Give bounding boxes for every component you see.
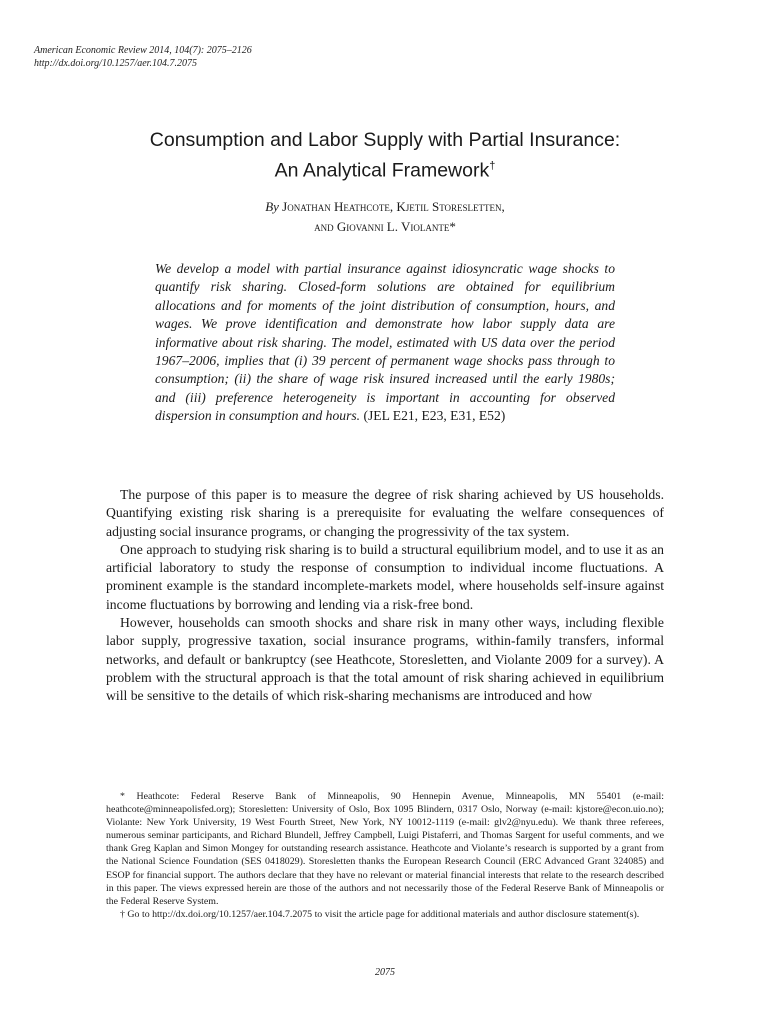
body-paragraph-2: One approach to studying risk sharing is to build a structural equilibrium model, and to use it as an artificial laboratory to study the response of consumption to individual income fluctuations. A prominent example is the standard incomplete-markets model, where households self-insure against income fluctuations by borrowing and lending via a risk-free bond. — [106, 541, 664, 612]
journal-citation — [34, 44, 252, 70]
by-label: By — [265, 199, 279, 214]
authors-names-1: Jonathan Heathcote, Kjetil Storesletten, — [282, 199, 505, 214]
doi-link[interactable]: http://dx.doi.org/10.1257/aer.104.7.2075 — [34, 58, 197, 69]
title-dagger-marker[interactable]: † — [489, 160, 496, 172]
dagger-footnote: † Go to http://dx.doi.org/10.1257/aer.104.7.2075 to visit the article page for additional materials and author disclosure statement(s). — [120, 908, 640, 920]
title-line-1: Consumption and Labor Supply with Partial Insurance: — [149, 129, 621, 151]
jel-codes: (JEL E21, E23, E31, E52) — [363, 408, 506, 424]
author-line-1 — [60, 197, 710, 217]
journal-line: American Economic Review 2014, 104(7): 2075–2126 — [34, 45, 252, 56]
body-paragraph-1: The purpose of this paper is to measure the degree of risk sharing achieved by US households. Quantifying existing risk sharing is a prerequisite for evaluating the welfare consequences of adjusting social insurance programs, or changing the progressivity of the tax system. — [106, 487, 664, 539]
title-line-2-text: An Analytical Framework — [274, 159, 490, 182]
paper-title — [60, 127, 710, 184]
abstract-text: We develop a model with partial insurance against idiosyncratic wage shocks to quantify risk sharing. Closed-form solutions are obtained for equilibrium allocations and for moments of the joint distribution of consumption, hours, and wages. We prove identification and demonstrate how labor supply data are informative about risk sharing. The model, estimated with US data over the period 1967–2006, implies that (i) 39 percent of permanent wage shocks pass through to consumption; (ii) the share of wage risk insured increased until the early 1980s; and (iii) preference heterogeneity is important in accounting for observed dispersion in consumption and hours. — [155, 261, 615, 424]
abstract — [155, 260, 615, 426]
body-paragraph-3: However, households can smooth shocks and share risk in many other ways, including flexible labor supply, progressive taxation, social insurance programs, within-family transfers, informal networks, and default or bankruptcy (see Heathcote, Storesletten, and Violante 2009 for a survey). A problem with the structural approach is that the total amount of risk sharing achieved in equilibrium will be sensitive to the details of which risk-sharing mechanisms are introduced and how — [106, 615, 664, 704]
authors-names-2: and Giovanni L. Violante* — [314, 219, 456, 234]
author-block — [60, 197, 710, 237]
author-footnote: * Heathcote: Federal Reserve Bank of Minneapolis, 90 Hennepin Avenue, Minneapolis, MN 55401 (e-mail: heathcote@minneapolisfed.org); Storesletten: University of Oslo, Box 1095 Blindern, 0317 Oslo, Norway (e-mail: kjstore@econ.uio.no); Violante: New York University, 19 West Fourth Street, New York, NY 10012-1119 (e-mail: glv2@nyu.edu). We thank three referees, numerous seminar participants, and Richard Blundell, Jeffrey Campbell, Luigi Pistaferri, and Thomas Sargent for useful comments, and we thank Greg Kaplan and Simon Mongey for outstanding research assistance. Heathcote and Violante’s research is supported by a grant from the National Science Foundation (SES 0418029). Storesletten thanks the European Research Council (ERC Advanced Grant 324085) and ESOP for financial support. The authors declare that they have no relevant or material financial interests that relate to the research described in this paper. The views expressed herein are those of the authors and not necessarily those of the Federal Reserve Bank of Minneapolis or the Federal Reserve System. — [106, 791, 664, 907]
page-number: 2075 — [375, 967, 395, 978]
footnotes — [106, 790, 664, 921]
body-text — [106, 486, 664, 706]
title-line-2 — [60, 153, 710, 184]
